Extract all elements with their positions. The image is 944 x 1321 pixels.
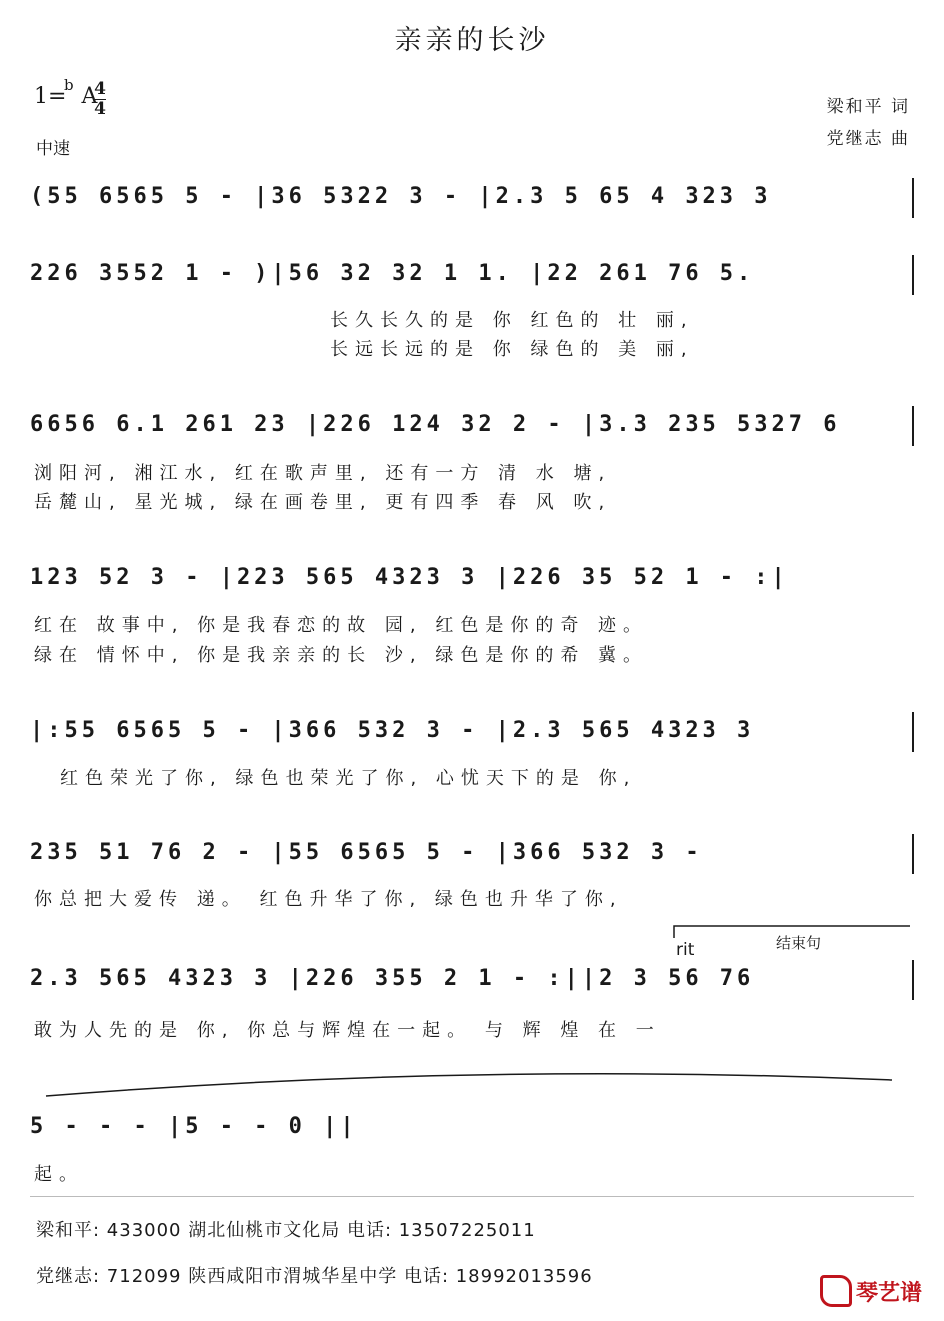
score-row-4 [30, 559, 914, 619]
rit-marking: rit [676, 940, 695, 960]
key-note: A [81, 84, 98, 109]
ending-bracket [672, 924, 912, 938]
ending-label: 结束句 [776, 934, 822, 952]
lyric-line: 浏阳河, 湘江水, 红在歌声里, 还有一方 清 水 塘, [34, 463, 612, 484]
notation-line: |:55 6565 5 - |366 532 3 - |2.3 565 4323 3 [30, 718, 755, 743]
time-signature [94, 80, 106, 119]
score-row-1 [30, 178, 914, 238]
key-flat: b [64, 76, 74, 94]
site-logo[interactable] [820, 1275, 922, 1307]
score-row-7 [30, 960, 914, 1020]
lyric-line: 敢为人先的是 你, 你总与辉煌在一起。 与 辉 煌 在 一 [34, 1020, 661, 1041]
lyricist-credit: 梁和平 词 [826, 97, 910, 117]
score-row-5 [30, 712, 914, 772]
key-signature [34, 76, 106, 119]
score-row-8 [30, 1108, 914, 1168]
contact-composer: 党继志: 712099 陕西咸阳市渭城华星中学 电话: 18992013596 [36, 1266, 593, 1287]
lyric-line: 红在 故事中, 你是我春恋的故 园, 红色是你的奇 迹。 [34, 615, 649, 636]
lyric-line: 岳麓山, 星光城, 绿在画卷里, 更有四季 春 风 吹, [34, 492, 612, 513]
meter-top: 4 [94, 79, 106, 99]
key-label: 1= [34, 84, 67, 109]
notation-line: 123 52 3 - |223 565 4323 3 |226 35 52 1 - :| [30, 565, 789, 590]
lyric-line: 起。 [34, 1164, 84, 1185]
tie-slur [44, 1068, 894, 1098]
tempo-marking: 中速 [36, 139, 70, 159]
lyric-line: 红色荣光了你, 绿色也荣光了你, 心忧天下的是 你, [60, 768, 637, 789]
lyric-line: 你总把大爱传 递。 红色升华了你, 绿色也升华了你, [34, 889, 623, 910]
notation-line: 5 - - - |5 - - 0 || [30, 1114, 358, 1139]
logo-icon [820, 1275, 852, 1307]
notation-line: 6656 6.1 261 23 |226 124 32 2 - |3.3 235 5327 6 [30, 412, 841, 437]
notation-line: 2.3 565 4323 3 |226 355 2 1 - :||2 3 56 76 [30, 966, 755, 991]
lyric-line: 长远长远的是 你 绿色的 美 丽, [330, 339, 694, 360]
notation-line: 235 51 76 2 - |55 6565 5 - |366 532 3 - [30, 840, 703, 865]
lyric-line: 绿在 情怀中, 你是我亲亲的长 沙, 绿色是你的希 冀。 [34, 645, 649, 666]
logo-text: 琴艺谱 [855, 1280, 922, 1306]
lyric-line: 长久长久的是 你 红色的 壮 丽, [330, 310, 694, 331]
composer-credit: 党继志 曲 [826, 129, 910, 149]
notation-line: (55 6565 5 - |36 5322 3 - |2.3 5 65 4 323 3 [30, 184, 772, 209]
score-row-3 [30, 406, 914, 466]
contact-lyricist: 梁和平: 433000 湖北仙桃市文化局 电话: 13507225011 [36, 1220, 536, 1241]
meter-bottom: 4 [94, 99, 106, 119]
page-title: 亲亲的长沙 [394, 25, 550, 56]
notation-line: 226 3552 1 - )|56 32 32 1 1. |22 261 76 5. [30, 261, 755, 286]
